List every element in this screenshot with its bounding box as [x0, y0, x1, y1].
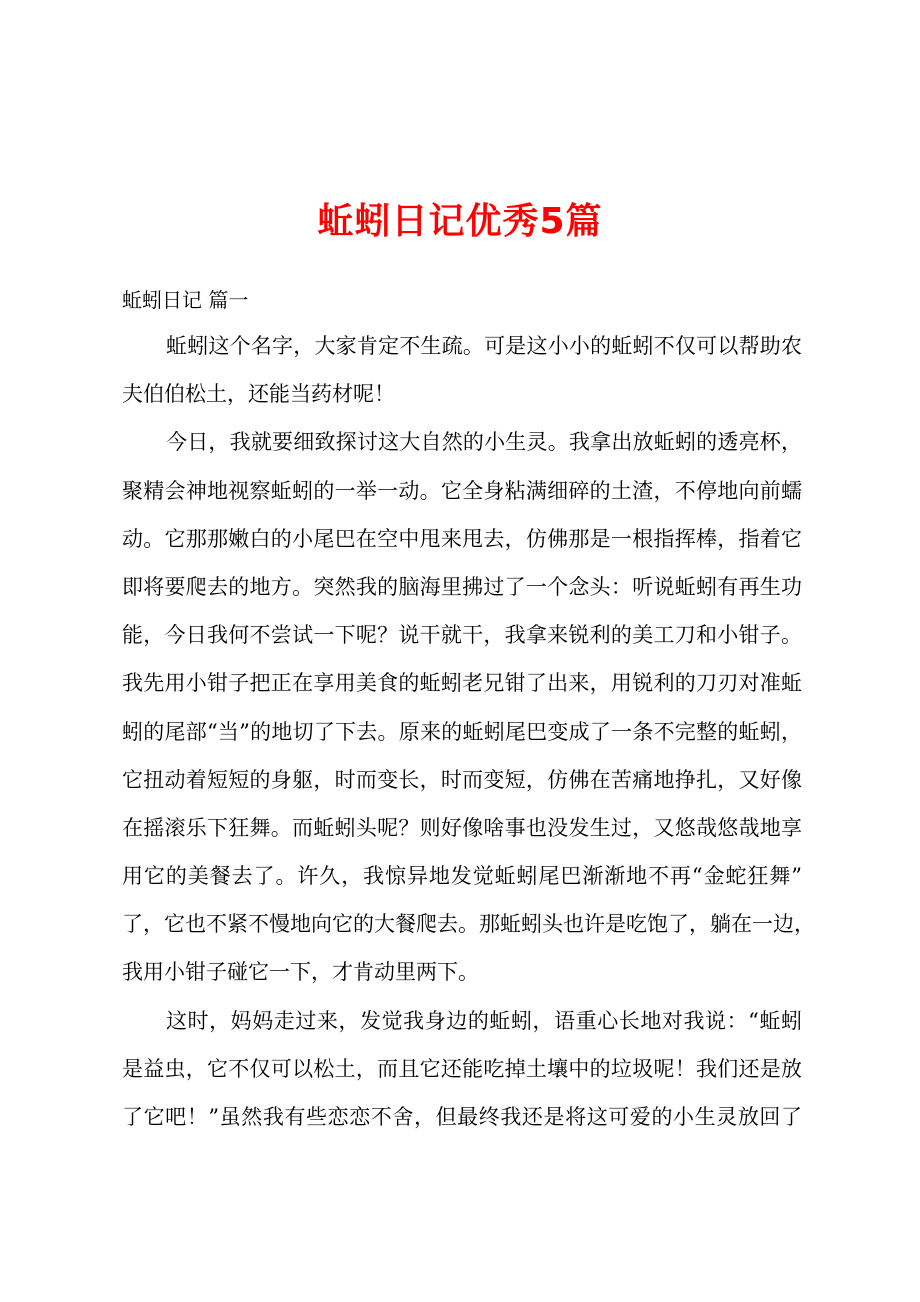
text-line: 它扭动着短短的身躯，时而变长，时而变短，仿佛在苦痛地挣扎，又好像 — [122, 767, 802, 792]
text-line: 今日，我就要细致探讨这大自然的小生灵。我拿出放蚯蚓的透亮杯， — [166, 430, 802, 455]
section-heading: 蚯蚓日记 篇一 — [122, 288, 249, 312]
text-line: 我用小钳子碰它一下，才肯动里两下。 — [122, 960, 479, 985]
text-line: 了，它也不紧不慢地向它的大餐爬去。那蚯蚓头也许是吃饱了，躺在一边， — [122, 912, 815, 937]
text-line: 了它吧！”虽然我有些恋恋不舍，但最终我还是将这可爱的小生灵放回了 — [122, 1105, 802, 1129]
text-line: 我先用小钳子把正在享用美食的蚯蚓老兄钳了出来，用锐利的刀刃对准蚯 — [122, 671, 802, 696]
text-line: 蚓的尾部“当”的地切了下去。原来的蚯蚓尾巴变成了一条不完整的蚯蚓， — [122, 719, 802, 744]
text-line: 夫伯伯松土，还能当药材呢！ — [122, 382, 395, 407]
text-line: 用它的美餐去了。许久，我惊异地发觉蚯蚓尾巴渐渐地不再“金蛇狂舞” — [122, 864, 802, 889]
document-title: 蚯蚓日记优秀5篇 — [317, 201, 603, 242]
text-line: 动。它那那嫩白的小尾巴在空中甩来甩去，仿佛那是一根指挥棒，指着它 — [122, 526, 802, 551]
text-line: 这时，妈妈走过来，发觉我身边的蚯蚓，语重心长地对我说：“蚯蚓 — [166, 1008, 802, 1033]
body-text — [122, 333, 815, 1152]
text-line: 即将要爬去的地方。突然我的脑海里拂过了一个念头：听说蚯蚓有再生功 — [122, 574, 802, 599]
text-line: 在摇滚乐下狂舞。而蚯蚓头呢？则好像啥事也没发生过，又悠哉悠哉地享 — [122, 815, 802, 840]
text-line: 蚯蚓这个名字，大家肯定不生疏。可是这小小的蚯蚓不仅可以帮助农 — [166, 334, 802, 358]
text-line: 聚精会神地视察蚯蚓的一举一动。它全身粘满细碎的土渣，不停地向前蠕 — [122, 478, 802, 503]
text-line: 是益虫，它不仅可以松土，而且它还能吃掉土壤中的垃圾呢！我们还是放 — [122, 1056, 802, 1081]
text-line: 能，今日我何不尝试一下呢？说干就干，我拿来锐利的美工刀和小钳子。 — [122, 623, 802, 648]
